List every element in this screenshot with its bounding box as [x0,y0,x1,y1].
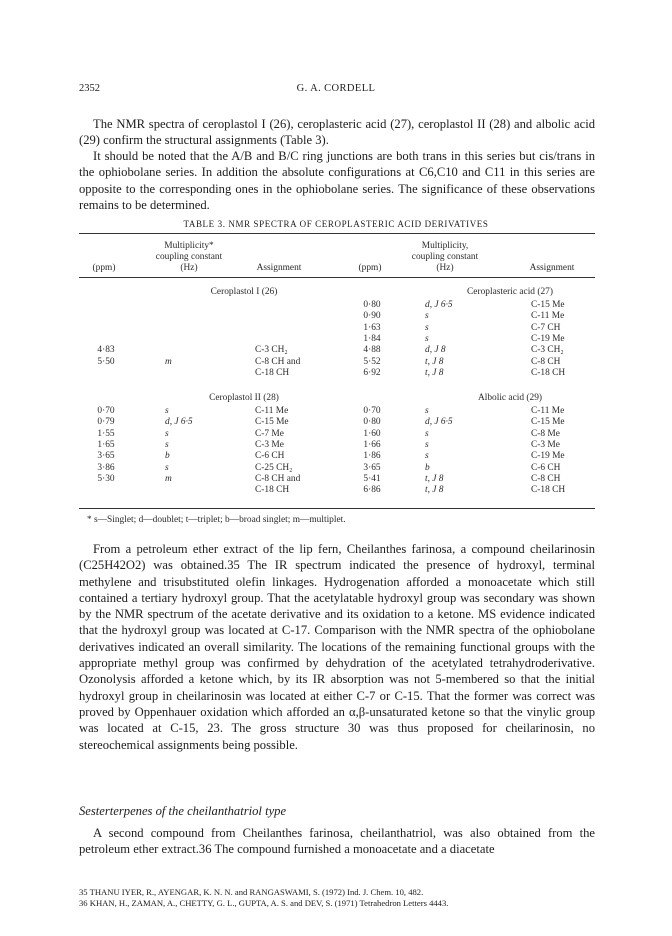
running-header [0,83,672,97]
table-rule-header [79,277,595,278]
cell-multiplicity: d, J 8 [425,345,446,356]
header-assignment-left: Assignment [256,263,302,273]
cell-assignment: C-18 CH [531,485,566,496]
cell-assignment: C-8 CH [531,473,561,484]
cell-multiplicity: d, J 6·5 [425,417,453,428]
cell-multiplicity: m [165,473,172,484]
footnote-36: 36 KHAN, H., ZAMAN, A., CHETTY, G. L., GUPTA, A. S. and DEV, S. (1971) Tetrahedron Letters 4443. [79,898,449,908]
table-rule-top [79,233,595,234]
cell-assignment: C-6 CH [255,451,285,462]
cell-multiplicity: s [425,406,429,416]
cell-assignment: C-19 Me [531,333,565,344]
cell-multiplicity: d, J 6·5 [425,300,453,310]
cell-ppm: 1·55 [97,428,115,439]
cell-assignment: C-3 CH₂ [255,345,288,356]
paragraph-nmr-intro: The NMR spectra of ceroplastol I (26), ceroplasteric acid (27), ceroplastol II (28) and albolic acid (29) confirm the structural assignments (Table 3). [79,117,595,148]
cell-multiplicity: s [425,451,429,462]
header-multiplicity-right: (Hz) [436,263,454,273]
cell-multiplicity: b [425,462,430,473]
running-author: G. A. CORDELL [296,83,376,94]
cell-assignment: C-15 Me [531,417,565,428]
cell-multiplicity: t, J 8 [425,485,444,496]
cell-ppm: 0·70 [363,406,381,416]
cell-assignment: C-25 CH₂ [255,462,293,473]
cell-multiplicity: s [165,428,169,439]
cell-ppm: 3·65 [363,462,381,473]
cell-multiplicity: s [425,333,429,344]
cell-assignment: C-11 Me [531,311,565,322]
cell-ppm: 6·92 [363,367,381,378]
cell-ppm: 1·63 [363,322,381,333]
cell-assignment: C-3 CH₂ [531,345,564,356]
table-caption: TABLE 3. NMR SPECTRA OF CEROPLASTERIC ACID DERIVATIVES [183,219,489,229]
cell-multiplicity: d, J 6·5 [165,417,193,428]
cell-assignment: C-15 Me [255,417,289,428]
cell-ppm: 5·41 [363,473,381,484]
cell-ppm: 0·79 [97,417,115,428]
cell-assignment: C-8 Me [531,428,560,439]
compound-heading-29: Albolic acid (29) [477,393,543,403]
cell-ppm: 3·86 [97,462,115,473]
cell-ppm: 1·86 [363,451,381,462]
cell-ppm: 0·80 [363,417,381,428]
cell-ppm: 4·88 [363,345,381,356]
cell-multiplicity: s [425,428,429,439]
table-rule-bottom [79,508,595,509]
cell-multiplicity: s [425,322,429,333]
cell-ppm: 5·52 [363,356,381,367]
section-heading: Sesterterpenes of the cheilanthatriol type [79,804,287,818]
header-ppm-left: (ppm) [92,263,116,273]
header-assignment-right: Assignment [529,263,575,273]
cell-multiplicity: m [165,356,172,367]
cell-multiplicity: s [165,439,169,450]
cell-ppm: 1·65 [97,439,115,450]
cell-ppm: 0·80 [363,300,381,310]
cell-multiplicity: s [165,462,169,473]
cell-multiplicity: s [425,311,429,322]
cell-ppm: 5·50 [97,356,115,367]
table-footnote: * s—Singlet; d—doublet; t—triplet; b—broad singlet; m—multiplet. [87,515,346,525]
cell-ppm: 4·83 [97,345,115,356]
cell-multiplicity: t, J 8 [425,356,444,367]
cell-assignment: C-6 CH [531,462,561,473]
cell-ppm: 5·30 [97,473,115,484]
cell-multiplicity: b [165,451,170,462]
cell-assignment: C-3 Me [255,439,284,450]
compound-heading-26: Ceroplastol I (26) [210,287,278,297]
cell-ppm: 1·84 [363,333,381,344]
header-multiplicity-left: coupling constant [155,252,223,262]
cell-multiplicity: s [165,406,169,416]
cell-assignment: C-15 Me [531,300,565,310]
cell-ppm: 3·65 [97,451,115,462]
paragraph-cheilanthatriol: A second compound from Cheilanthes farinosa, cheilanthatriol, was also obtained from the petroleum ether extract.36 The compound furnished a monoacetate and a diacetate [79,826,595,857]
cell-assignment: C-7 Me [255,428,284,439]
cell-assignment: C-8 CH and [255,473,301,484]
cell-assignment: C-18 CH [255,367,290,378]
cell-ppm: 6·86 [363,485,381,496]
cell-assignment: C-18 CH [531,367,566,378]
cell-assignment: C-11 Me [531,406,565,416]
cell-assignment: C-8 CH and [255,356,301,367]
cell-ppm: 0·70 [97,406,115,416]
cell-multiplicity: t, J 8 [425,473,444,484]
cell-assignment: C-8 CH [531,356,561,367]
header-ppm-right: (ppm) [358,263,382,273]
cell-multiplicity: s [425,439,429,450]
header-multiplicity-right: coupling constant [411,252,479,262]
cell-assignment: C-3 Me [531,439,560,450]
header-multiplicity-right: Multiplicity, [421,241,469,251]
paragraph-ring-junctions: It should be noted that the A/B and B/C ring junctions are both trans in this series but cis/trans in the ophiobolane series. In addition the absolute configurations at C6,C10 and C11 in this series are opposite to the corresponding ones in the ophiobolane series. The significance of these observations remains to be determined. [79,149,595,212]
page-number: 2352 [79,83,100,94]
cell-assignment: C-11 Me [255,406,289,416]
cell-assignment: C-18 CH [255,485,290,496]
cell-assignment: C-7 CH [531,322,561,333]
paragraph-cheilarinosin: From a petroleum ether extract of the lip fern, Cheilanthes farinosa, a compound cheilarinosin (C25H42O2) was obtained.35 The IR spectrum indicated the presence of hydroxyl, terminal methylene and trisubstituted olefin linkages. Hydrogenation afforded a monoacetate which still contained a tertiary hydroxyl group. That the acetylatable hydroxyl group was secondary was shown by the NMR spectrum of the acetate derivative and its oxidation to a ketone. MS evidence indicated that the hydroxyl group was located at C-17. Comparison with the NMR spectra of the ophiobolane derivatives indicated an overall similarity. The locations of the remaining functional groups with the appropriate methyl group was confirmed by dehydration of the acetylated tetrahydroderivative. Ozonolysis afforded a ketone which, by its IR absorption was not 5-membered so that the initial hydroxyl group in cheilarinosin was located at either C-7 or C-15. That the former was correct was proved by Oppenhauer oxidation which afforded an α,β-unsaturated ketone so that the vinylic group was located at C-15, 23. The gross structure 30 was thus proposed for cheilarinosin, no stereochemical assignments being possible. [79,542,595,752]
cell-multiplicity: t, J 8 [425,367,444,378]
cell-assignment: C-19 Me [531,451,565,462]
compound-heading-27: Ceroplasteric acid (27) [467,287,553,297]
cell-ppm: 0·90 [363,311,381,322]
cell-ppm: 1·66 [363,439,381,450]
footnote-35: 35 THANU IYER, R., AYENGAR, K. N. N. and RANGASWAMI, S. (1972) Ind. J. Chem. 10, 482. [79,887,424,897]
header-multiplicity-left: Multiplicity* [164,241,214,251]
header-multiplicity-left: (Hz) [180,263,198,273]
cell-ppm: 1·60 [363,428,381,439]
compound-heading-28: Ceroplastol II (28) [209,393,279,403]
